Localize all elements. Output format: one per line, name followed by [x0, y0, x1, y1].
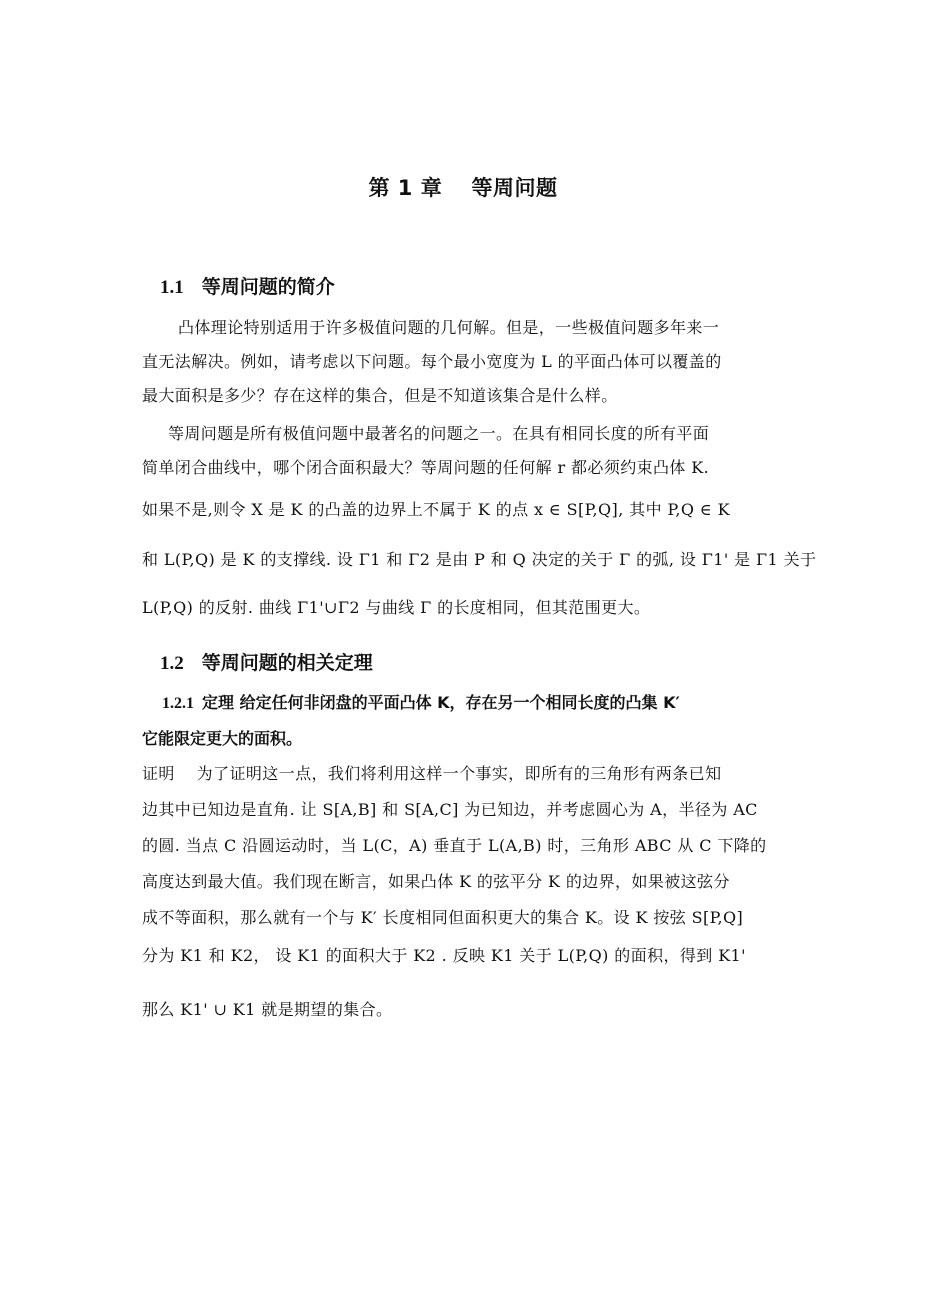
proof-line: 的圆. 当点 C 沿圆运动时，当 L(C，A) 垂直于 L(A,B) 时，三角形 ABC 从 C 下降的 — [142, 836, 767, 855]
section-title: 等周问题的简介 — [201, 276, 335, 298]
paragraph-line: 和 L(P,Q) 是 K 的支撑线. 设 Γ1 和 Γ2 是由 P 和 Q 决定的关于 Γ 的弧, 设 Γ1' 是 Γ1 关于 — [142, 550, 817, 569]
section-number: 1.2 — [160, 653, 184, 674]
proof-line: 边其中已知边是直角. 让 S[A,B] 和 S[A,C] 为已知边，并考虑圆心为 A，半径为 AC — [142, 800, 758, 819]
proof-line: 分为 K1 和 K2， 设 K1 的面积大于 K2 . 反映 K1 关于 L(P,Q) 的面积，得到 K1' — [142, 946, 746, 965]
proof-line: 那么 K1' ∪ K1 就是期望的集合。 — [142, 1000, 393, 1019]
paragraph-line: 简单闭合曲线中，哪个闭合面积最大？等周问题的任何解 r 都必须约束凸体 K. — [142, 458, 710, 477]
paragraph-line: 最大面积是多少？存在这样的集合，但是不知道该集合是什么样。 — [142, 386, 618, 405]
theorem-number: 1.2.1 — [162, 695, 194, 712]
paragraph-line: 如果不是,则令 X 是 K 的凸盖的边界上不属于 K 的点 x ∈ S[P,Q], 其中 P,Q ∈ K — [142, 500, 730, 519]
chapter-title: 第 1 章 等周问题 — [368, 176, 558, 200]
section-title: 等周问题的相关定理 — [201, 652, 373, 674]
proof-line: 证明 为了证明这一点，我们将利用这样一个事实，即所有的三角形有两条已知 — [142, 764, 722, 783]
section-number: 1.1 — [160, 277, 184, 298]
proof-line: 高度达到最大值。我们现在断言，如果凸体 K 的弦平分 K 的边界，如果被这弦分 — [142, 872, 730, 891]
paragraph-line: 直无法解决。例如，请考虑以下问题。每个最小宽度为 L 的平面凸体可以覆盖的 — [142, 352, 722, 371]
theorem-statement-cont: 它能限定更大的面积。 — [142, 729, 303, 748]
section-heading-1-1 — [160, 272, 335, 299]
section-heading-1-2 — [160, 648, 373, 675]
paragraph-line: L(P,Q) 的反射. 曲线 Γ1'∪Γ2 与曲线 Γ 的长度相同，但其范围更大。 — [142, 598, 651, 617]
paragraph-line: 凸体理论特别适用于许多极值问题的几何解。但是，一些极值问题多年来一 — [178, 318, 720, 337]
theorem-heading — [162, 690, 680, 713]
theorem-statement: 定理 给定任何非闭盘的平面凸体 K，存在另一个相同长度的凸集 K′ — [202, 693, 680, 712]
paragraph-line: 等周问题是所有极值问题中最著名的问题之一。在具有相同长度的所有平面 — [168, 424, 710, 443]
proof-line: 成不等面积，那么就有一个与 K′ 长度相同但面积更大的集合 K。设 K 按弦 S[P,Q] — [142, 908, 744, 927]
